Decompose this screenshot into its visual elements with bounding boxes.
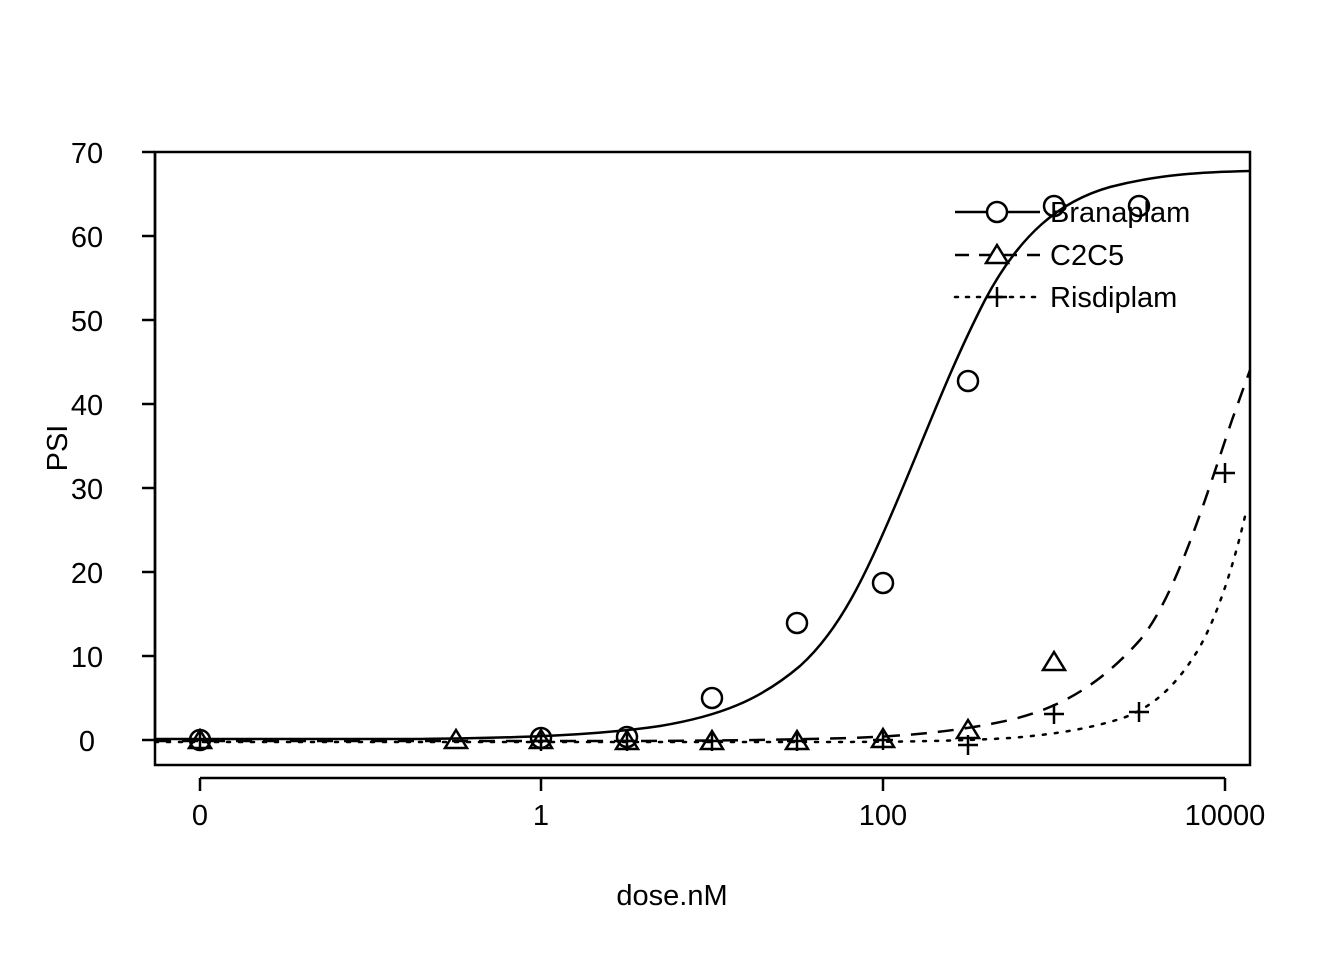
x-tick-100: 100 xyxy=(858,800,908,832)
legend-label-risdiplam: Risdiplam xyxy=(1050,282,1178,314)
x-tick-0: 0 xyxy=(191,800,209,832)
y-tick-70: 70 xyxy=(70,138,104,170)
legend-label-branaplam: Branaplam xyxy=(1050,197,1191,229)
y-tick-20: 20 xyxy=(70,558,104,590)
y-tick-10: 10 xyxy=(70,642,104,674)
points-risdiplam xyxy=(190,463,1235,755)
x-tick-1: 1 xyxy=(532,800,550,832)
points-branaplam xyxy=(190,196,1149,750)
y-axis-title: PSI xyxy=(42,424,74,472)
x-axis xyxy=(200,778,1225,791)
y-tick-60: 60 xyxy=(70,222,104,254)
y-tick-40: 40 xyxy=(70,390,104,422)
y-tick-30: 30 xyxy=(70,474,104,506)
legend-label-c2c5: C2C5 xyxy=(1050,240,1125,272)
y-axis xyxy=(142,152,155,740)
curve-risdiplam xyxy=(155,512,1246,742)
x-tick-10000: 10000 xyxy=(1184,800,1266,832)
y-tick-0: 0 xyxy=(78,726,96,758)
curve-c2c5 xyxy=(155,370,1250,741)
y-tick-50: 50 xyxy=(70,306,104,338)
x-axis-title: dose.nM xyxy=(616,880,728,912)
legend-keys xyxy=(955,202,1040,307)
